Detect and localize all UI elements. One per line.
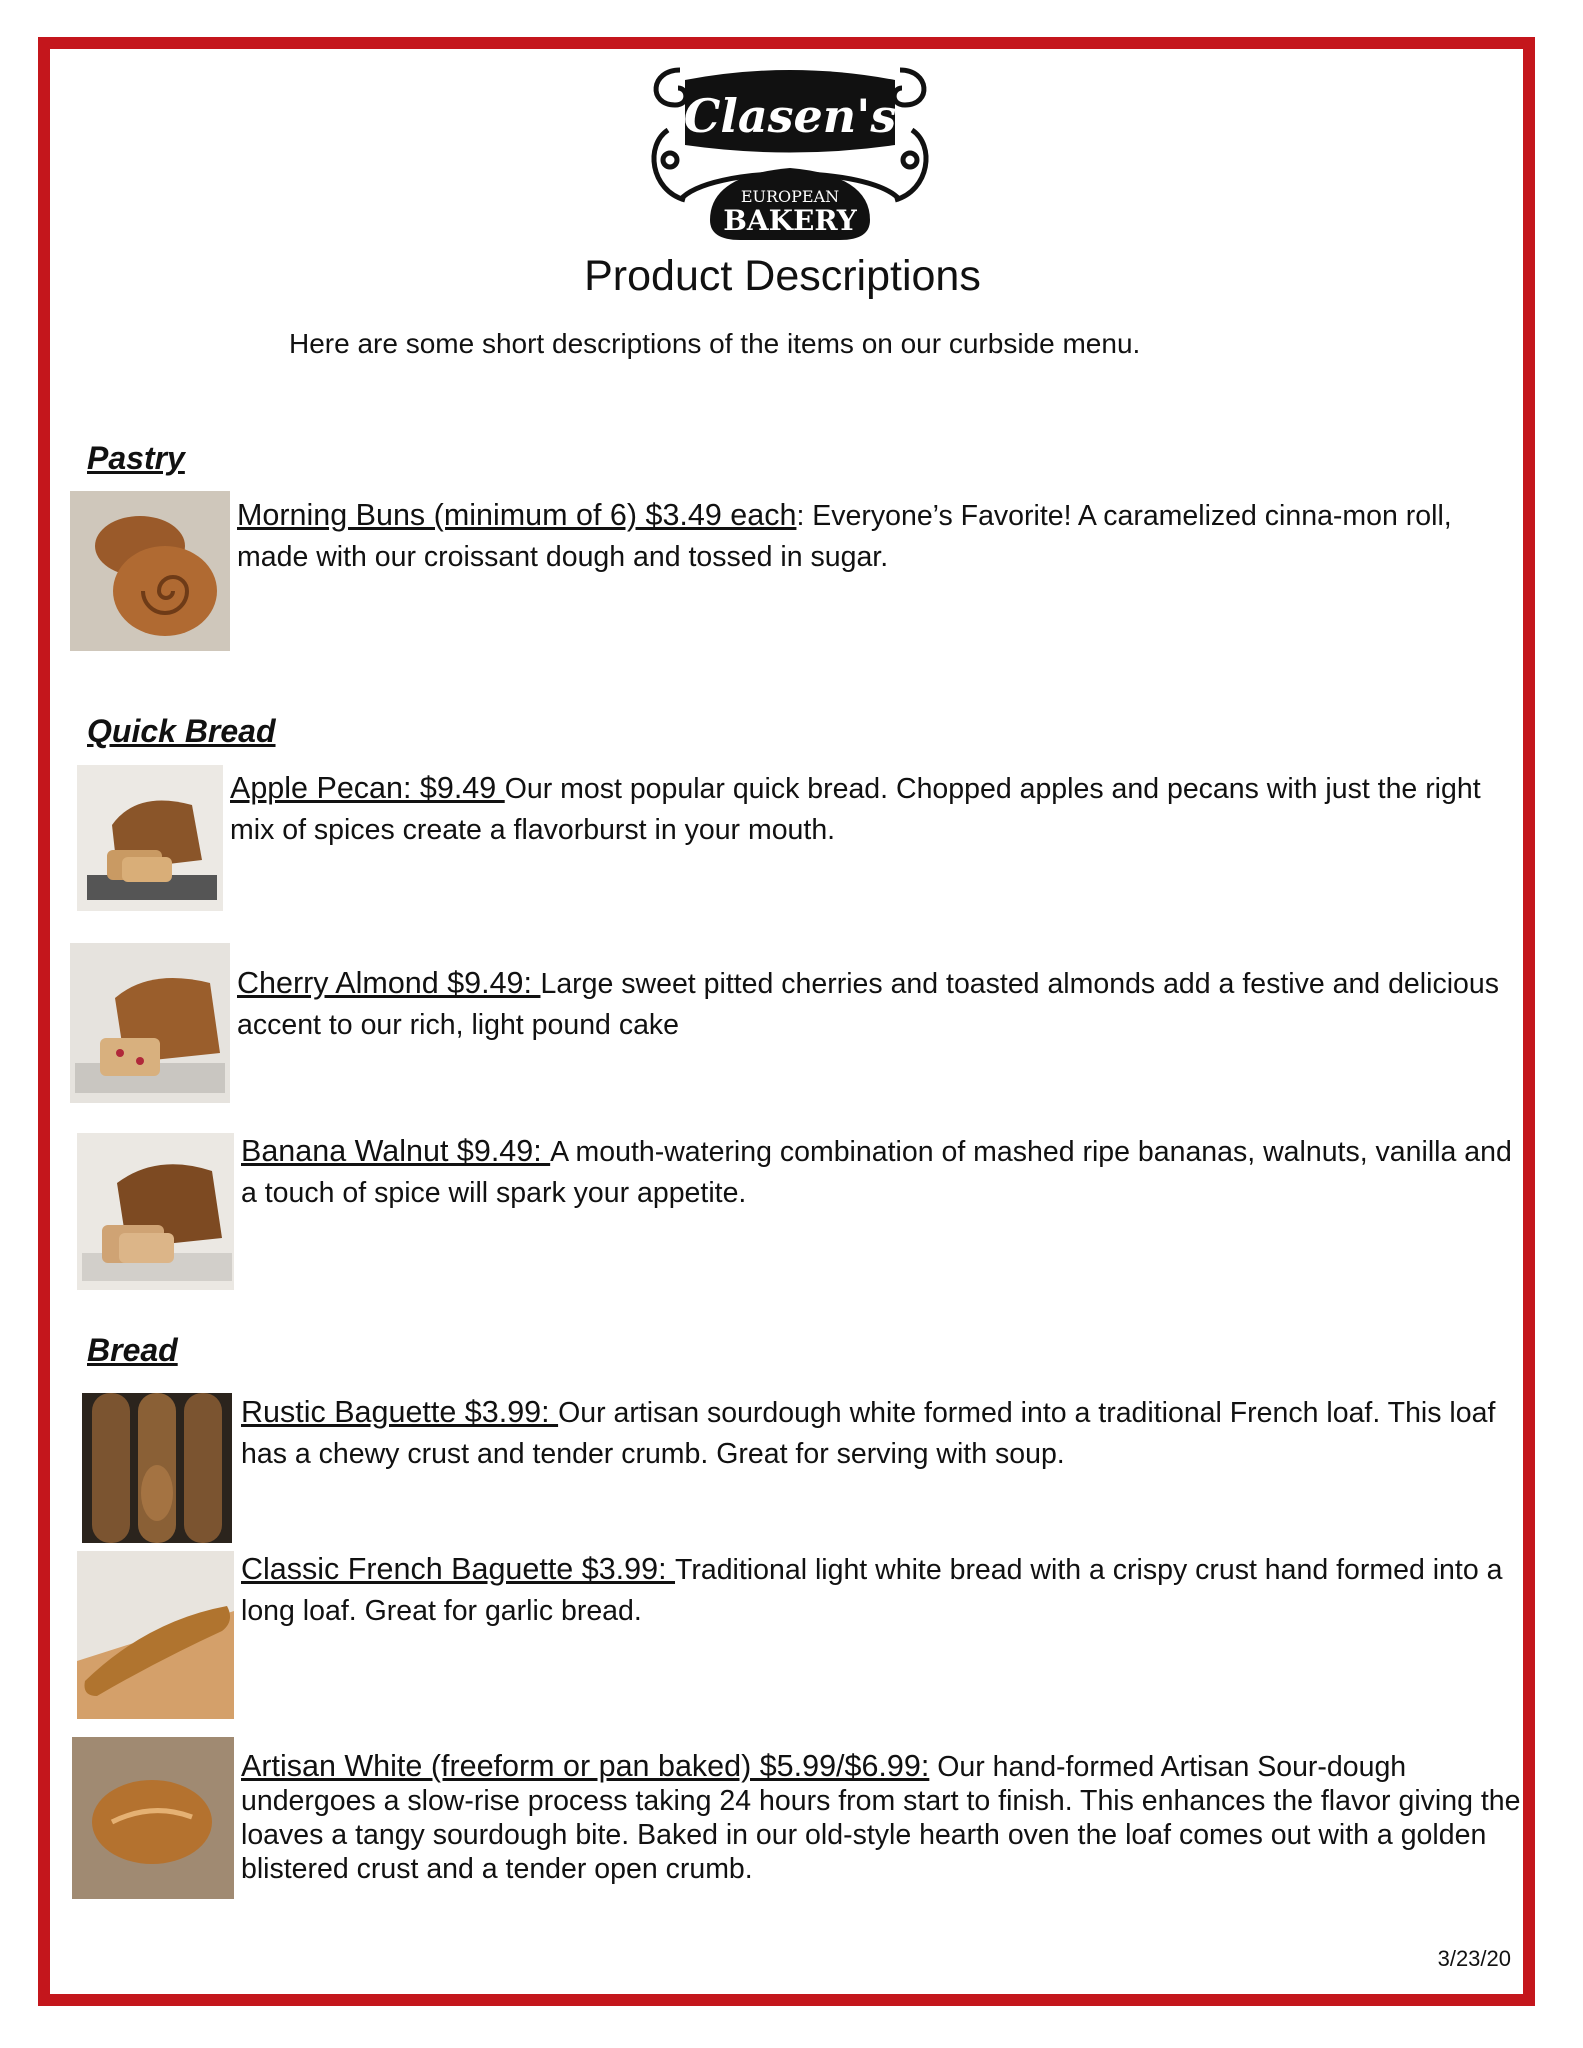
item-name: Classic French Baguette $3.99:: [241, 1552, 676, 1586]
item-name: Rustic Baguette $3.99:: [241, 1395, 559, 1429]
intro-text: Here are some short descriptions of the items on our curbside menu.: [289, 328, 1141, 359]
item-description: Traditional light white bread with a crispy crust hand formed into a long loaf. Great for garlic bread.: [241, 1554, 1503, 1627]
apple-pecan-photo: [77, 765, 223, 911]
item-description: Everyone’s Favorite! A caramelized cinna-mon roll, made with our croissant dough and tossed in sugar.: [237, 500, 1452, 573]
section-heading-bread: Bread: [87, 1332, 178, 1368]
item-description: Our artisan sourdough white formed into a traditional French loaf. This loaf has a chewy crust and tender crumb. Great for serving with soup.: [241, 1397, 1496, 1470]
item-description: Our hand-formed Artisan Sour-dough undergoes a slow-rise process taking 24 hours from start to finish. This enhances the flavor giving the loaves a tangy sourdough bite. Baked in our old-style hearth oven the loaf comes out with a golden blistered crust and a tender open crumb.: [241, 1751, 1521, 1885]
section-heading-pastry: Pastry: [87, 440, 185, 476]
page-title: Product Descriptions: [584, 252, 981, 300]
banana-walnut-photo: [77, 1133, 234, 1290]
french-baguette-photo: [77, 1551, 234, 1719]
svg-text:BAKERY: BAKERY: [723, 204, 857, 237]
svg-text:EUROPEAN: EUROPEAN: [740, 187, 840, 206]
clasens-logo: [640, 50, 940, 245]
item-name: Morning Buns (minimum of 6) $3.49 each: [237, 498, 797, 532]
artisan-white-photo: [72, 1737, 234, 1899]
item-description: Our most popular quick bread. Chopped apples and pecans with just the right mix of spices create a flavorburst in your mouth.: [230, 773, 1481, 846]
date-stamp: 3/23/20: [1437, 1946, 1511, 1971]
morning-buns-photo: [70, 491, 230, 651]
item-description: A mouth-watering combination of mashed ripe bananas, walnuts, vanilla and a touch of spice will spark your appetite.: [241, 1136, 1512, 1209]
item-name: Cherry Almond $9.49:: [237, 966, 541, 1000]
item-name: Banana Walnut $9.49:: [241, 1134, 551, 1168]
rustic-baguette-photo: [82, 1393, 232, 1543]
cherry-almond-photo: [70, 943, 230, 1103]
item-name: Apple Pecan: $9.49: [230, 771, 505, 805]
item-description: Large sweet pitted cherries and toasted almonds add a festive and delicious accent to our rich, light pound cake: [237, 968, 1499, 1041]
svg-text:Clasen's: Clasen's: [683, 89, 897, 143]
item-name: Artisan White (freeform or pan baked) $5.99/$6.99:: [241, 1749, 930, 1783]
section-heading-quick-bread: Quick Bread: [87, 713, 276, 749]
